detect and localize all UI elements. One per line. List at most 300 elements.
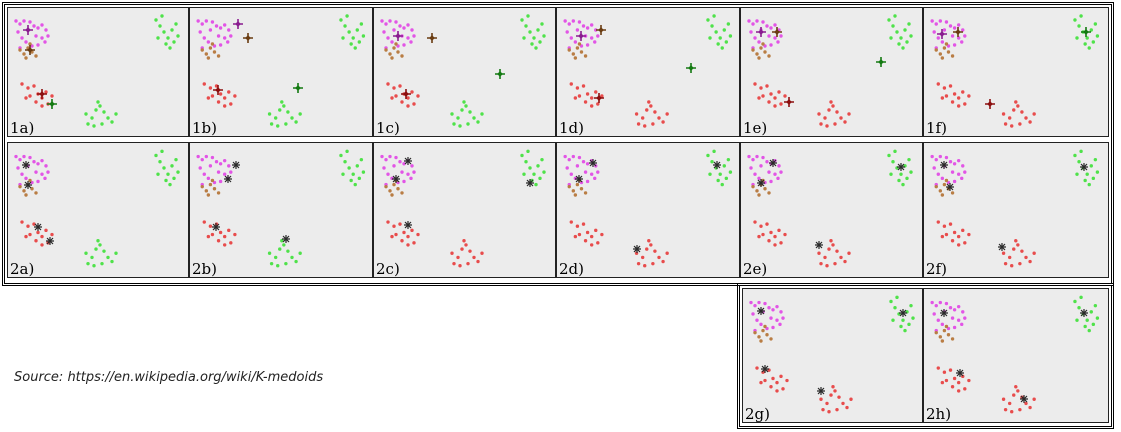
- data-point: [576, 225, 579, 228]
- medoid-marker: [633, 245, 641, 253]
- scatter-2f: [924, 143, 1109, 278]
- data-point: [889, 300, 892, 303]
- centroid-marker-core: [578, 33, 584, 39]
- data-point: [594, 90, 597, 93]
- data-point: [456, 256, 459, 259]
- data-point: [951, 239, 954, 242]
- medoid-marker: [404, 221, 412, 229]
- data-point: [949, 222, 952, 225]
- data-point: [899, 325, 902, 328]
- data-point: [412, 102, 415, 105]
- data-point: [586, 162, 589, 165]
- data-point: [767, 34, 770, 37]
- data-point: [580, 50, 583, 53]
- data-point: [20, 173, 23, 176]
- data-point: [649, 243, 652, 246]
- data-point: [570, 36, 573, 39]
- panel-label: 2d): [559, 260, 584, 278]
- data-point: [769, 231, 772, 234]
- data-point: [217, 170, 220, 173]
- data-point: [227, 164, 230, 167]
- data-point: [759, 323, 762, 326]
- data-point: [749, 301, 752, 304]
- panel-label: 2a): [10, 260, 35, 278]
- medoid-marker: [1080, 309, 1088, 317]
- data-point: [941, 193, 944, 196]
- data-point: [26, 225, 29, 228]
- data-point: [568, 158, 571, 161]
- data-point: [829, 239, 832, 242]
- centroid-marker-core: [497, 71, 503, 77]
- data-point: [1016, 243, 1019, 246]
- medoid-marker: [946, 183, 954, 191]
- data-point: [217, 191, 220, 194]
- data-point: [213, 50, 216, 53]
- data-point: [582, 24, 585, 27]
- data-point: [412, 241, 415, 244]
- data-point: [170, 28, 173, 31]
- data-point: [394, 156, 397, 159]
- medoid-marker: [22, 161, 30, 169]
- data-point: [384, 185, 387, 188]
- data-point: [480, 112, 483, 115]
- data-point: [761, 233, 764, 236]
- data-point: [532, 36, 535, 39]
- data-point: [957, 243, 960, 246]
- data-point: [205, 189, 208, 192]
- data-point: [578, 42, 581, 45]
- data-point: [1010, 410, 1013, 413]
- data-point: [1010, 264, 1013, 267]
- data-point: [211, 156, 214, 159]
- data-point: [1004, 262, 1007, 265]
- data-point: [763, 379, 766, 382]
- data-point: [753, 220, 756, 223]
- data-point: [1094, 158, 1097, 161]
- data-point: [584, 100, 587, 103]
- data-point: [963, 316, 966, 319]
- panel-label: 2h): [926, 405, 952, 423]
- panel-2c: [373, 142, 556, 278]
- data-point: [94, 247, 97, 250]
- data-point: [783, 233, 786, 236]
- data-point: [36, 180, 39, 183]
- data-point: [771, 308, 774, 311]
- data-point: [725, 177, 728, 180]
- data-point: [14, 155, 17, 158]
- data-point: [949, 84, 952, 87]
- data-point: [827, 410, 830, 413]
- data-point: [18, 158, 21, 161]
- data-point: [785, 379, 788, 382]
- data-point: [223, 173, 226, 176]
- data-point: [1024, 256, 1027, 259]
- scatter-2a: [8, 143, 189, 278]
- data-point: [1073, 154, 1076, 157]
- data-point: [229, 34, 232, 37]
- data-point: [647, 239, 650, 242]
- data-point: [751, 185, 754, 188]
- data-point: [951, 100, 954, 103]
- data-point: [412, 34, 415, 37]
- data-point: [362, 34, 365, 37]
- data-point: [935, 331, 938, 334]
- data-point: [819, 262, 822, 265]
- data-point: [949, 160, 952, 163]
- data-point: [590, 243, 593, 246]
- data-point: [967, 94, 970, 97]
- data-point: [154, 18, 157, 21]
- data-point: [767, 239, 770, 242]
- data-point: [759, 164, 762, 167]
- data-point: [761, 94, 764, 97]
- data-point: [779, 375, 782, 378]
- data-point: [1008, 116, 1011, 119]
- data-point: [219, 26, 222, 29]
- data-point: [937, 82, 940, 85]
- source-caption: Source: https://en.wikipedia.org/wiki/K-medoids: [14, 370, 324, 385]
- data-point: [217, 100, 220, 103]
- data-point: [229, 102, 232, 105]
- data-point: [22, 19, 25, 22]
- data-point: [211, 179, 214, 182]
- medoid-marker: [815, 241, 823, 249]
- data-point: [352, 173, 355, 176]
- data-point: [538, 177, 541, 180]
- data-point: [572, 19, 575, 22]
- data-point: [596, 170, 599, 173]
- data-point: [394, 42, 397, 45]
- data-point: [578, 20, 581, 23]
- data-point: [40, 104, 43, 107]
- data-point: [568, 48, 571, 51]
- data-point: [773, 104, 776, 107]
- data-point: [593, 40, 596, 43]
- data-point: [767, 191, 770, 194]
- data-point: [354, 183, 357, 186]
- data-point: [578, 156, 581, 159]
- data-point: [1032, 112, 1035, 115]
- data-point: [1092, 177, 1095, 180]
- data-point: [586, 26, 589, 29]
- data-point: [953, 308, 956, 311]
- data-point: [1088, 46, 1091, 49]
- data-point: [476, 260, 479, 263]
- data-point: [723, 28, 726, 31]
- data-point: [568, 22, 571, 25]
- data-point: [947, 333, 950, 336]
- data-point: [897, 179, 900, 182]
- data-point: [1010, 124, 1013, 127]
- data-point: [1014, 100, 1017, 103]
- data-point: [284, 122, 287, 125]
- data-point: [392, 164, 395, 167]
- data-point: [384, 158, 387, 161]
- data-point: [831, 104, 834, 107]
- scatter-1f: [924, 8, 1109, 137]
- data-point: [1028, 120, 1031, 123]
- data-point: [719, 36, 722, 39]
- data-point: [201, 48, 204, 51]
- data-point: [947, 50, 950, 53]
- data-point: [823, 256, 826, 259]
- data-point: [1079, 14, 1082, 17]
- data-point: [566, 30, 569, 33]
- data-point: [20, 220, 23, 223]
- scatter-1e: [741, 8, 923, 137]
- data-point: [520, 154, 523, 157]
- data-point: [36, 162, 39, 165]
- centroid-marker-core: [403, 91, 409, 97]
- data-point: [26, 86, 29, 89]
- data-point: [773, 243, 776, 246]
- data-point: [903, 28, 906, 31]
- data-point: [354, 46, 357, 49]
- data-point: [24, 96, 27, 99]
- scatter-2d: [557, 143, 740, 278]
- data-point: [102, 110, 105, 113]
- data-point: [347, 30, 350, 33]
- data-point: [572, 189, 575, 192]
- data-point: [951, 337, 954, 340]
- data-point: [1088, 329, 1091, 332]
- data-point: [1032, 398, 1035, 401]
- scatter-1a: [8, 8, 189, 137]
- data-point: [839, 256, 842, 259]
- data-point: [223, 159, 226, 162]
- data-point: [594, 229, 597, 232]
- panel-label: 1a): [10, 119, 35, 137]
- data-point: [1086, 173, 1089, 176]
- data-point: [392, 225, 395, 228]
- data-point: [209, 225, 212, 228]
- data-point: [538, 40, 541, 43]
- data-point: [574, 235, 577, 238]
- data-point: [775, 319, 778, 322]
- data-point: [773, 36, 776, 39]
- data-point: [233, 233, 236, 236]
- data-point: [901, 319, 904, 322]
- data-point: [1002, 252, 1005, 255]
- scatter-1d: [557, 8, 740, 137]
- data-point: [464, 243, 467, 246]
- data-point: [114, 112, 117, 115]
- data-point: [406, 235, 409, 238]
- data-point: [98, 104, 101, 107]
- data-point: [398, 24, 401, 27]
- data-point: [953, 162, 956, 165]
- data-point: [763, 325, 766, 328]
- centroid-marker-core: [878, 59, 884, 65]
- data-point: [1090, 164, 1093, 167]
- data-point: [223, 243, 226, 246]
- data-point: [751, 312, 754, 315]
- centroid-marker-core: [987, 101, 993, 107]
- data-point: [270, 122, 273, 125]
- data-point: [386, 36, 389, 39]
- panel-label: 1c): [376, 119, 400, 137]
- panel-2f: [923, 142, 1109, 278]
- data-point: [50, 94, 53, 97]
- data-point: [14, 19, 17, 22]
- data-point: [274, 116, 277, 119]
- data-point: [219, 180, 222, 183]
- data-point: [576, 86, 579, 89]
- data-point: [895, 30, 898, 33]
- data-point: [164, 179, 167, 182]
- panel-label: 1d): [559, 119, 584, 137]
- data-point: [282, 243, 285, 246]
- data-point: [102, 249, 105, 252]
- data-point: [110, 260, 113, 263]
- data-point: [166, 173, 169, 176]
- data-point: [769, 316, 772, 319]
- panel-label: 2c): [376, 260, 400, 278]
- data-point: [219, 43, 222, 46]
- data-point: [907, 323, 910, 326]
- data-point: [661, 260, 664, 263]
- data-point: [590, 104, 593, 107]
- data-point: [1016, 104, 1019, 107]
- data-point: [775, 305, 778, 308]
- data-point: [831, 243, 834, 246]
- data-point: [174, 158, 177, 161]
- data-point: [290, 116, 293, 119]
- data-point: [294, 120, 297, 123]
- data-point: [156, 173, 159, 176]
- data-point: [893, 306, 896, 309]
- data-point: [213, 187, 216, 190]
- data-point: [158, 160, 161, 163]
- medoid-marker: [940, 309, 948, 317]
- data-point: [586, 92, 589, 95]
- data-point: [392, 86, 395, 89]
- data-point: [637, 122, 640, 125]
- data-point: [949, 306, 952, 309]
- scatter-1c: [374, 8, 556, 137]
- data-point: [396, 187, 399, 190]
- panel-2b: [189, 142, 373, 278]
- data-point: [1024, 402, 1027, 405]
- medoid-marker: [1020, 395, 1028, 403]
- data-point: [847, 112, 850, 115]
- data-point: [953, 92, 956, 95]
- data-point: [891, 160, 894, 163]
- panel-2d: [556, 142, 740, 278]
- data-point: [276, 124, 279, 127]
- data-point: [649, 104, 652, 107]
- data-point: [755, 19, 758, 22]
- data-point: [524, 24, 527, 27]
- data-point: [961, 229, 964, 232]
- data-point: [1092, 40, 1095, 43]
- data-point: [106, 116, 109, 119]
- data-point: [1083, 325, 1086, 328]
- data-point: [18, 185, 21, 188]
- data-point: [409, 177, 412, 180]
- data-point: [196, 155, 199, 158]
- data-point: [1090, 28, 1093, 31]
- data-point: [215, 160, 218, 163]
- data-point: [821, 408, 824, 411]
- data-point: [388, 189, 391, 192]
- data-point: [641, 116, 644, 119]
- data-point: [775, 389, 778, 392]
- scatter-2c: [374, 143, 556, 278]
- data-point: [34, 54, 37, 57]
- data-point: [360, 22, 363, 25]
- data-point: [939, 189, 942, 192]
- data-point: [380, 19, 383, 22]
- data-point: [653, 110, 656, 113]
- data-point: [28, 233, 31, 236]
- scatter-2h: [924, 289, 1109, 423]
- data-point: [839, 116, 842, 119]
- data-point: [957, 23, 960, 26]
- data-point: [32, 84, 35, 87]
- data-point: [406, 96, 409, 99]
- data-point: [472, 256, 475, 259]
- data-point: [452, 122, 455, 125]
- data-point: [211, 94, 214, 97]
- data-point: [757, 235, 760, 238]
- data-point: [480, 252, 483, 255]
- data-point: [761, 329, 764, 332]
- data-point: [887, 18, 890, 21]
- data-point: [586, 180, 589, 183]
- data-point: [341, 173, 344, 176]
- data-point: [837, 395, 840, 398]
- data-point: [753, 82, 756, 85]
- data-point: [723, 164, 726, 167]
- data-point: [34, 191, 37, 194]
- data-point: [227, 90, 230, 93]
- data-point: [574, 96, 577, 99]
- data-point: [358, 40, 361, 43]
- data-point: [410, 229, 413, 232]
- data-point: [84, 252, 87, 255]
- data-point: [706, 154, 709, 157]
- data-point: [949, 24, 952, 27]
- data-point: [827, 247, 830, 250]
- data-point: [345, 150, 348, 153]
- data-point: [833, 262, 836, 265]
- data-point: [402, 43, 405, 46]
- data-point: [941, 177, 944, 180]
- data-point: [229, 241, 232, 244]
- data-point: [456, 116, 459, 119]
- data-point: [939, 19, 942, 22]
- data-point: [953, 326, 956, 329]
- data-point: [274, 256, 277, 259]
- data-point: [284, 262, 287, 265]
- data-point: [767, 100, 770, 103]
- data-point: [710, 24, 713, 27]
- data-point: [16, 30, 19, 33]
- centroid-marker-core: [245, 35, 251, 41]
- centroid-marker-core: [429, 35, 435, 41]
- data-point: [747, 155, 750, 158]
- data-point: [43, 177, 46, 180]
- data-point: [765, 333, 768, 336]
- data-point: [40, 243, 43, 246]
- data-point: [570, 173, 573, 176]
- data-point: [209, 28, 212, 31]
- data-point: [1002, 398, 1005, 401]
- data-point: [637, 262, 640, 265]
- data-point: [823, 116, 826, 119]
- data-point: [582, 84, 585, 87]
